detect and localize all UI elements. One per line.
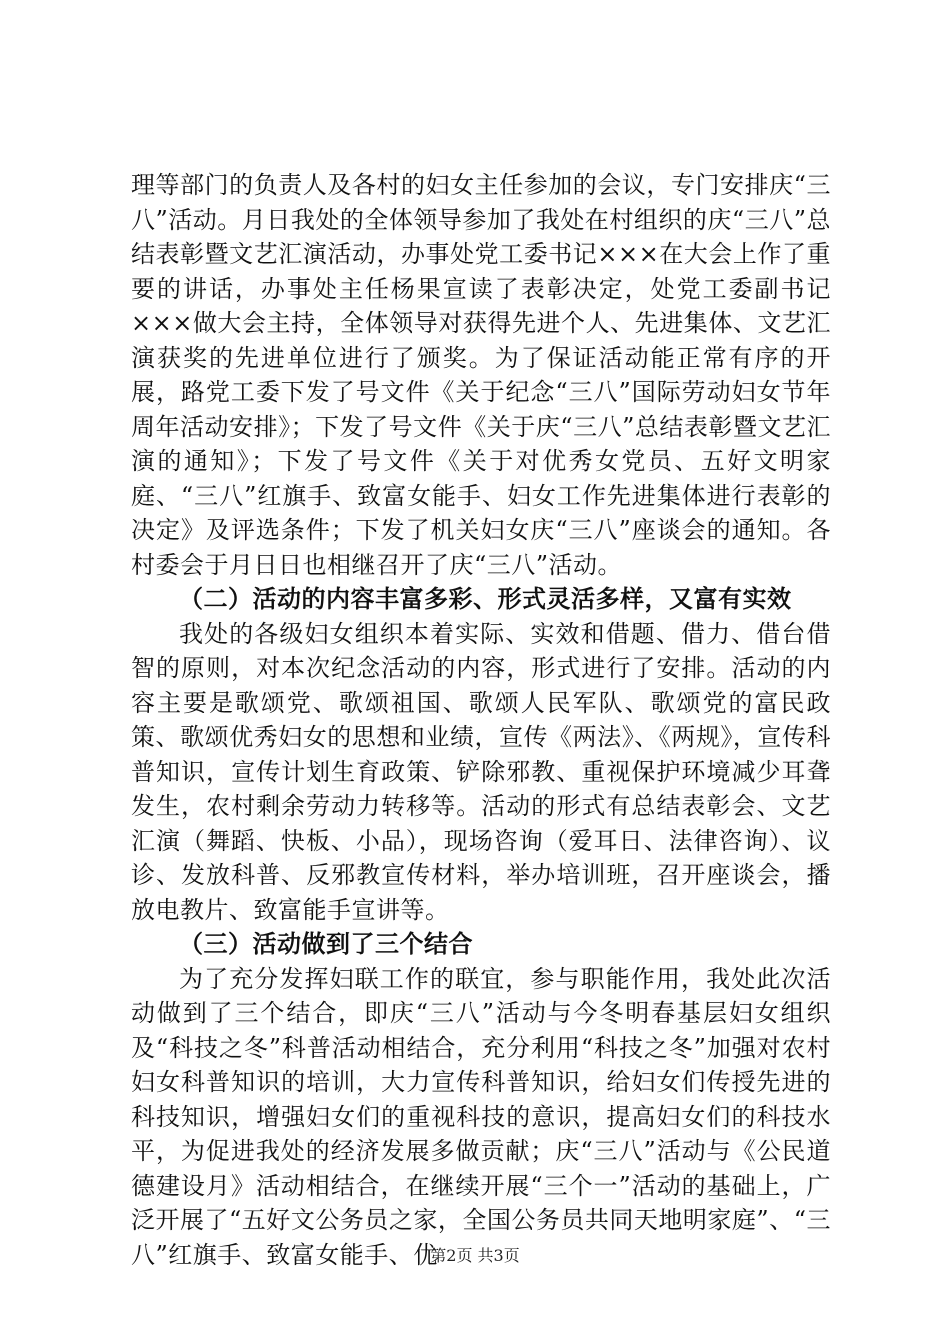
page-number-footer: 第2页 共3页 <box>430 1246 520 1265</box>
document-body <box>131 168 831 1272</box>
section-heading-3: （三）活动做到了三个结合 <box>179 929 473 958</box>
paragraph-3: 为了充分发挥妇联工作的联宜，参与职能作用，我处此次活动做到了三个结合，即庆“三八”活动与今冬明春基层妇女组织及“科技之冬”科普活动相结合，充分利用“科技之冬”加强对农村妇女科普知识的培训，大力宣传科普知识，给妇女们传授先进的科技知识，增强妇女们的重视科技的意识，提高妇女们的科技水平，为促进我处的经济发展多做贡献；庆“三八”活动与《公民道德建设月》活动相结合，在继续开展“三个一”活动的基础上，广泛开展了“五好文公务员之家，全国公务员共同天地明家庭”、“三八”红旗手、致富女能手、优 <box>131 964 831 1269</box>
paragraph-2: 我处的各级妇女组织本着实际、实效和借题、借力、借台借智的原则，对本次纪念活动的内容，形式进行了安排。活动的内容主要是歌颂党、歌颂祖国、歌颂人民军队、歌颂党的富民政策、歌颂优秀妇女的思想和业绩，宣传《两法》、《两规》，宣传科普知识，宣传计划生育政策、铲除邪教、重视保护环境减少耳聋发生，农村剩余劳动力转移等。活动的形式有总结表彰会、文艺汇演（舞蹈、快板、小品），现场咨询（爱耳日、法律咨询）、议诊、发放科普、反邪教宣传材料，举办培训班，召开座谈会，播放电教片、致富能手宣讲等。 <box>131 619 831 924</box>
section-heading-2: （二）活动的内容丰富多彩、形式灵活多样，又富有实效 <box>179 584 792 613</box>
paragraph-1: 理等部门的负责人及各村的妇女主任参加的会议，专门安排庆“三八”活动。月日我处的全体领导参加了我处在村组织的庆“三八”总结表彰暨文艺汇演活动，办事处党工委书记×××在大会上作了重要的讲话，办事处主任杨果宣读了表彰决定，处党工委副书记×××做大会主持，全体领导对获得先进个人、先进集体、文艺汇演获奖的先进单位进行了颁奖。为了保证活动能正常有序的开展，路党工委下发了号文件《关于纪念“三八”国际劳动妇女节年周年活动安排》；下发了号文件《关于庆“三八”总结表彰暨文艺汇演的通知》；下发了号文件《关于对优秀女党员、五好文明家庭、“三八”红旗手、致富女能手、妇女工作先进集体进行表彰的决定》及评选条件；下发了机关妇女庆“三八”座谈会的通知。各村委会于月日日也相继召开了庆“三八”活动。 <box>131 171 831 579</box>
